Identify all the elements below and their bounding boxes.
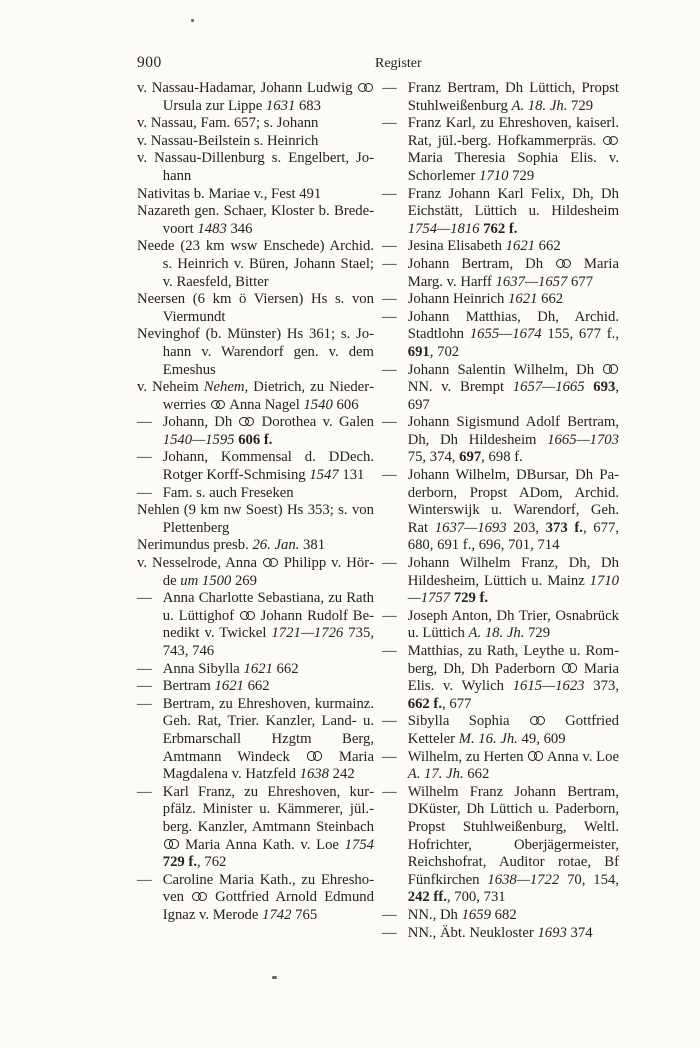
marriage-symbol-icon (358, 83, 373, 92)
index-subentry: — Franz Johann Karl Felix, Dh, Dh Eichstätt, Lüttich u. Hildesheim 1754—1816 762 f. (382, 185, 619, 237)
index-entry: Neersen (6 km ö Viersen) Hs s. von Viermundt (137, 291, 374, 325)
page-number: 900 (137, 54, 162, 71)
index-subentry: — Jesina Elisabeth 1621 662 (382, 238, 561, 255)
index-subentry: — Bertram, zu Ehreshoven, kurmainz. Geh. Rat, Trier. Kanzler, Land- u. Erbmarschall Hzgtm Berg, Amtmann Windeck Maria Magdalena v. Hatzfeld 1638 242 (137, 695, 374, 783)
marriage-symbol-icon (556, 259, 571, 268)
index-column-right (382, 80, 619, 942)
index-subentry: — Matthias, zu Rath, Leythe u. Romberg, Dh, Dh Paderborn Maria Elis. v. Wylich 1615—1623 373, 662 f., 677 (382, 643, 619, 712)
subentry-dash: — (382, 414, 397, 431)
subentry-dash: — (137, 484, 152, 501)
marriage-symbol-icon (562, 663, 577, 672)
index-entry: v. Nassau-Hadamar, Johann Ludwig Ursula zur Lippe 1631 683 (137, 80, 374, 115)
marriage-symbol-icon (239, 417, 254, 426)
index-entry: Nehlen (9 km nw Soest) Hs 353; s. von Plettenberg (137, 502, 374, 536)
index-entry: Nazareth gen. Schaer, Kloster b. Bredevoort 1483 346 (137, 203, 374, 237)
marriage-symbol-icon (192, 892, 207, 901)
scan-speck-top (191, 19, 194, 22)
index-subentry: — Sibylla Sophia Gottfried Ketteler M. 16. Jh. 49, 609 (382, 713, 619, 747)
index-entry: Nativitas b. Mariae v., Fest 491 (137, 185, 322, 202)
index-entry: v. Nesselrode, Anna Philipp v. Hörde um 1500 269 (137, 555, 374, 589)
index-subentry: — Johann, Dh Dorothea v. Galen 1540—1595 606 f. (137, 414, 375, 448)
marriage-symbol-icon (603, 136, 618, 145)
subentry-dash: — (137, 678, 152, 695)
subentry-dash: — (382, 255, 397, 272)
subentry-dash: — (382, 607, 397, 624)
marriage-symbol-icon (240, 611, 255, 620)
index-subentry: — Bertram 1621 662 (137, 678, 270, 695)
index-subentry: — Johann Salentin Wilhelm, Dh NN. v. Brempt 1657—1665 693, 697 (382, 361, 619, 413)
index-subentry: — Johann, Kommensal d. DDech. Rotger Korff-Schmising 1547 131 (137, 449, 374, 484)
index-subentry: — Wilhelm, zu Herten Anna v. Loe A. 17. Jh. 662 (382, 748, 619, 783)
index-entry: v. Neheim Nehem, Dietrich, zu Niederwerries Anna Nagel 1540 606 (137, 379, 374, 413)
running-title: Register (375, 56, 422, 71)
index-subentry: — NN., Äbt. Neukloster 1693 374 (382, 924, 593, 941)
index-subentry: — Johann Heinrich 1621 662 (382, 291, 564, 308)
subentry-dash: — (137, 871, 152, 888)
running-head (0, 54, 700, 76)
index-entry: v. Nassau-Dillenburg s. Engelbert, Johann (137, 150, 374, 184)
index-entry: v. Nassau-Beilstein s. Heinrich (137, 132, 319, 149)
subentry-dash: — (382, 924, 397, 941)
subentry-dash: — (382, 555, 397, 572)
index-entry: v. Nassau, Fam. 657; s. Johann (137, 115, 319, 132)
index-entry: Nevinghof (b. Münster) Hs 361; s. Johann v. Warendorf gen. v. dem Emeshus (137, 326, 374, 378)
index-subentry: — Anna Sibylla 1621 662 (137, 660, 299, 677)
subentry-dash: — (137, 590, 152, 607)
subentry-dash: — (382, 643, 397, 659)
index-entry: Nerimundus presb. 26. Jan. 381 (137, 537, 326, 554)
subentry-dash: — (137, 783, 152, 800)
subentry-dash: — (382, 906, 397, 923)
index-subentry: — Franz Bertram, Dh Lüttich, Propst Stuhlweißenburg A. 18. Jh. 729 (382, 80, 619, 114)
index-subentry: — Johann Sigismund Adolf Bertram, Dh, Dh Hildesheim 1665—1703 75, 374, 697, 698 f. (382, 414, 619, 466)
subentry-dash: — (382, 185, 397, 202)
marriage-symbol-icon (307, 751, 322, 760)
subentry-dash: — (382, 467, 397, 484)
subentry-dash: — (382, 80, 397, 96)
marriage-symbol-icon (603, 364, 618, 373)
subentry-dash: — (382, 783, 397, 800)
index-subentry: — Johann Bertram, Dh Maria Marg. v. Harff 1637—1657 677 (382, 255, 619, 290)
index-subentry: — NN., Dh 1659 682 (382, 906, 517, 923)
marriage-symbol-icon (164, 839, 179, 848)
subentry-dash: — (382, 361, 397, 378)
index-subentry: — Karl Franz, zu Ehreshoven, kurpfälz. Minister u. Kämmerer, jül.-berg. Kanzler, Amtmann Steinbach Maria Anna Kath. v. Loe 1754 729 f., 762 (137, 783, 374, 871)
subentry-dash: — (382, 748, 397, 765)
index-subentry: — Johann Matthias, Dh, Archid. Stadtlohn 1655—1674 155, 677 f., 691, 702 (382, 308, 619, 360)
subentry-dash: — (382, 308, 397, 325)
subentry-dash: — (137, 660, 152, 677)
marriage-symbol-icon (263, 558, 278, 567)
index-subentry: — Joseph Anton, Dh Trier, Osnabrück u. Lüttich A. 18. Jh. 729 (382, 607, 619, 642)
subentry-dash: — (137, 414, 152, 431)
marriage-symbol-icon (528, 751, 543, 760)
index-subentry: — Johann Wilhelm, DBursar, Dh Paderborn, Propst ADom, Archid. Winterswijk u. Warendorf, Geh. Rat 1637—1693 203, 373 f., 677, 680, 691 f., 696, 701, 714 (382, 467, 620, 554)
index-column-left (137, 80, 374, 925)
subentry-dash: — (382, 115, 397, 132)
subentry-dash: — (382, 291, 397, 308)
subentry-dash: — (382, 238, 397, 255)
marriage-symbol-icon (530, 716, 545, 725)
index-entry: Neede (23 km wsw Enschede) Archid. s. Heinrich v. Büren, Johann Stael; v. Raesfeld, Bitter (137, 238, 374, 290)
subentry-dash: — (137, 695, 152, 712)
register-text-block (137, 80, 619, 942)
index-subentry: — Wilhelm Franz Johann Bertram, DKüster, Dh Lüttich u. Paderborn, Propst Stuhlweißenburg, Weltl. Hofrichter, Oberjägermeister, Reichshofrat, Auditor rotae, Bf Fünfkirchen 1638—1722 70, 154, 242 ff., 700, 731 (382, 783, 620, 906)
marriage-symbol-icon (211, 400, 226, 409)
index-subentry: — Fam. s. auch Freseken (137, 484, 294, 501)
subentry-dash: — (382, 713, 397, 730)
index-subentry: — Franz Karl, zu Ehreshoven, kaiserl. Rat, jül.-berg. Hofkammerpräs. Maria Theresia Sophia Elis. v. Schorlemer 1710 729 (382, 115, 619, 184)
index-subentry: — Johann Wilhelm Franz, Dh, Dh Hildesheim, Lüttich u. Mainz 1710—1757 729 f. (382, 555, 619, 607)
scan-speck-bottom (272, 976, 277, 979)
subentry-dash: — (137, 449, 152, 466)
index-subentry: — Caroline Maria Kath., zu Ehreshoven Gottfried Arnold Edmund Ignaz v. Merode 1742 765 (137, 871, 374, 923)
index-subentry: — Anna Charlotte Sebastiana, zu Rath u. Lüttighof Johann Rudolf Benedikt v. Twickel 1721—1726 735, 743, 746 (137, 590, 375, 659)
